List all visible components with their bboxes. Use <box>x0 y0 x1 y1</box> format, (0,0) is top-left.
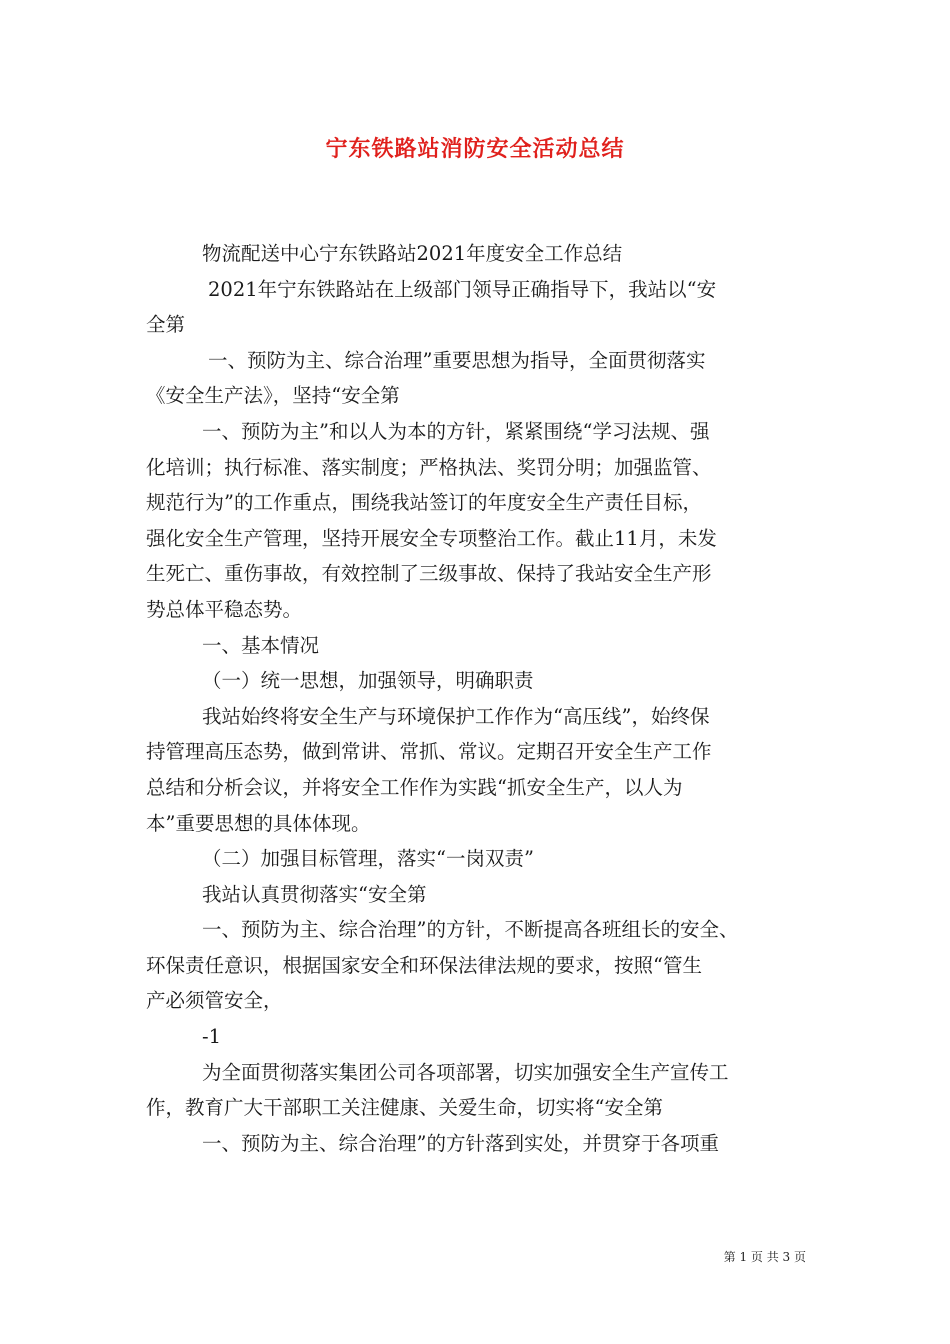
body-line: 持管理高压态势，做到常讲、常抓、常议。定期召开安全生产工作 <box>146 740 712 764</box>
body-line: 生死亡、重伤事故，有效控制了三级事故、保持了我站安全生产形 <box>146 562 712 586</box>
body-line: 规范行为”的工作重点，围绕我站签订的年度安全生产责任目标， <box>146 491 702 515</box>
body-line: 势总体平稳态势。 <box>146 597 303 621</box>
subsection-heading: （一）统一思想，加强领导，明确职责 <box>202 669 534 693</box>
body-line: 一、预防为主、综合治理”的方针落到实处，并贯穿于各项重 <box>202 1131 719 1155</box>
body-line: 为全面贯彻落实集团公司各项部署，切实加强安全生产宣传工 <box>202 1060 729 1084</box>
body-line: 本”重要思想的具体体现。 <box>146 811 371 835</box>
document-body <box>146 236 821 1161</box>
body-line: 我站认真贯彻落实“安全第 <box>202 882 427 906</box>
body-line: 化培训；执行标准、落实制度；严格执法、奖罚分明；加强监管、 <box>146 455 712 479</box>
body-line: 总结和分析会议，并将安全工作作为实践“抓安全生产，以人为 <box>146 775 683 799</box>
body-line: 强化安全生产管理，坚持开展安全专项整治工作。截止11月，未发 <box>146 526 717 550</box>
body-line: 2021年宁东铁路站在上级部门领导正确指导下，我站以“安 <box>208 277 717 301</box>
body-line: 物流配送中心宁东铁路站2021年度安全工作总结 <box>202 242 623 265</box>
body-line: 《安全生产法》，坚持“安全第 <box>146 384 400 408</box>
body-line: 一、预防为主、综合治理”重要思想为指导，全面贯彻落实 <box>208 348 706 372</box>
body-line: 我站始终将安全生产与环境保护工作作为“高压线”，始终保 <box>202 704 710 728</box>
body-line: 环保责任意识，根据国家安全和环保法律法规的要求，按照“管生 <box>146 953 702 977</box>
subsection-heading: （二）加强目标管理，落实“一岗双责” <box>202 847 534 871</box>
section-heading: 一、基本情况 <box>202 633 320 657</box>
body-line: 产必须管安全， <box>146 989 283 1013</box>
page-number-footer: 第 1 页 共 3 页 <box>723 1250 806 1264</box>
inline-page-marker: -1 <box>202 1025 221 1049</box>
body-line: 一、预防为主、综合治理”的方针，不断提高各班组长的安全、 <box>202 918 739 942</box>
body-line: 一、预防为主”和以人为本的方针，紧紧围绕“学习法规、强 <box>202 419 710 443</box>
document-title: 宁东铁路站消防安全活动总结 <box>325 136 625 162</box>
body-line: 作，教育广大干部职工关注健康、关爱生命，切实将“安全第 <box>146 1096 663 1120</box>
body-line: 全第 <box>146 313 186 337</box>
